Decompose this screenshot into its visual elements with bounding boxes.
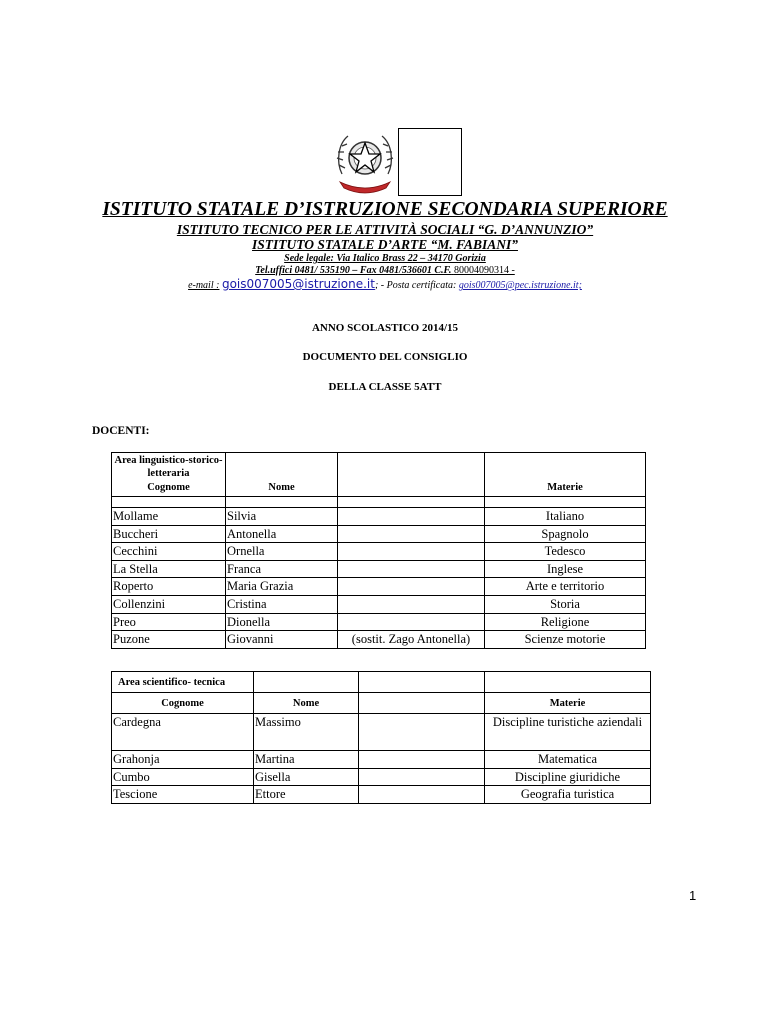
classe-title: DELLA CLASSE 5ATT [328,381,442,393]
materie-header: Materie [485,693,651,714]
docenti-label: DOCENTI: [92,425,150,437]
area-header: Area linguistico-storico-letteraria Cognome [112,453,226,497]
empty-header [338,453,485,497]
email-line [0,277,770,291]
page-number: 1 [689,888,697,903]
cognome-header: Cognome [112,693,254,714]
republic-emblem-icon [334,128,396,196]
pec-label: ; - Posta certificata: [374,280,457,291]
table-row: Collenzini Cristina Storia [112,595,646,613]
nome-header: Nome [254,693,359,714]
cognome-header: Cognome [147,482,190,493]
table-row: Preo Dionella Religione [112,613,646,631]
area-header: Area scientifico- tecnica [112,672,254,693]
table-row: Tescione Ettore Geografia turistica [112,786,651,804]
institute-logo-box [398,128,462,196]
anno-scolastico: ANNO SCOLASTICO 2014/15 [311,322,459,334]
table-row: Roperto Maria Grazia Arte e territorio [112,578,646,596]
institute-title: ISTITUTO STATALE D’ISTRUZIONE SECONDARIA SUPERIORE [102,199,668,220]
documento-title: DOCUMENTO DEL CONSIGLIO [302,351,468,363]
table-row: Cecchini Ornella Tedesco [112,543,646,561]
table-row: La Stella Franca Inglese [112,560,646,578]
email-link[interactable]: gois007005@istruzione.it [221,277,375,291]
area-linguistica-table [111,452,646,649]
tel-fax: Tel.uffici 0481/ 535190 – Fax 0481/536601 C.F. [255,265,452,276]
arte-subtitle: ISTITUTO STATALE D’ARTE “M. FABIANI” [252,237,518,252]
email-label: e-mail : [188,280,220,291]
table-row: Puzone Giovanni (sostit. Zago Antonella) Scienze motorie [112,631,646,649]
tecnico-subtitle: ISTITUTO TECNICO PER LE ATTIVITÀ SOCIALI “G. D’ANNUNZIO” [176,222,594,237]
pec-link[interactable]: gois007005@pec.istruzione.it; [458,280,582,291]
table-row: Grahonja Martina Matematica [112,751,651,769]
area-scientifica-table [111,671,651,804]
table-row: Buccheri Antonella Spagnolo [112,525,646,543]
materie-header: Materie [485,453,646,497]
nome-header: Nome [226,453,338,497]
table-row: Mollame Silvia Italiano [112,508,646,526]
codice-fiscale: 80004090314 - [453,265,515,276]
table-row: Cumbo Gisella Discipline giuridiche [112,768,651,786]
sede-legale: Sede legale: Via Italico Brass 22 – 34170 Gorizia [284,253,486,264]
table-row: Cardegna Massimo Discipline turistiche aziendali [112,714,651,751]
empty-header [359,693,485,714]
contact-line [0,265,770,276]
